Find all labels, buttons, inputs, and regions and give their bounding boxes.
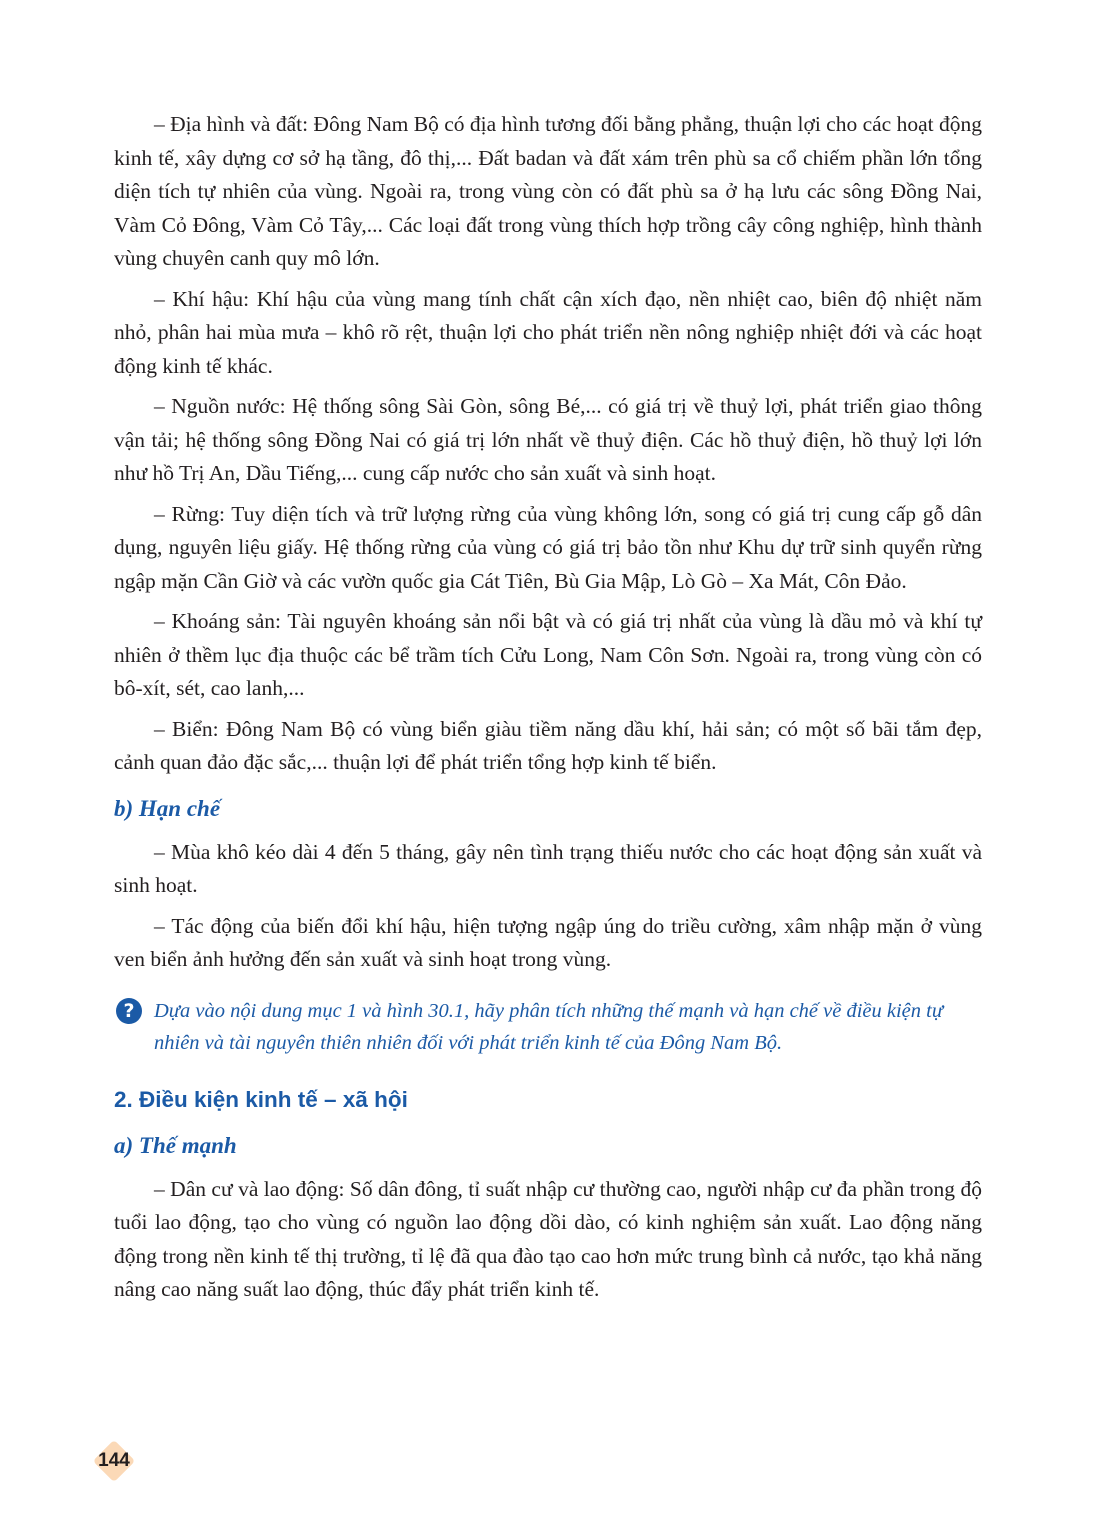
page-number-badge [93,1440,135,1482]
page-content [114,108,982,1314]
question-icon: ? [116,998,142,1024]
paragraph-dry-season: – Mùa khô kéo dài 4 đến 5 tháng, gây nên tình trạng thiếu nước cho các hoạt động sản xuất và sinh hoạt. [114,839,982,897]
question-box [114,995,982,1059]
paragraph-minerals: – Khoáng sản: Tài nguyên khoáng sản nổi bật và có giá trị nhất của vùng là dầu mỏ và khí tự nhiên ở thềm lục địa thuộc các bể trầm tích Cửu Long, Nam Côn Sơn. Ngoài ra, trong vùng còn có bô-xít, sét, cao lanh,... [114,609,982,700]
paragraph-forest: – Rừng: Tuy diện tích và trữ lượng rừng của vùng không lớn, song có giá trị cung cấp gỗ dân dụng, nguyên liệu giấy. Hệ thống rừng của vùng có giá trị bảo tồn như Khu dự trữ sinh quyển rừng ngập mặn Cần Giờ và các vườn quốc gia Cát Tiên, Bù Gia Mập, Lò Gò – Xa Mát, Côn Đảo. [114,501,982,593]
heading-limitations: b) Hạn chế [114,795,221,821]
paragraph-climate: – Khí hậu: Khí hậu của vùng mang tính chất cận xích đạo, nền nhiệt cao, biên độ nhiệt năm nhỏ, phân hai mùa mưa – khô rõ rệt, thuận lợi cho phát triển nền nông nghiệp nhiệt đới và các hoạt động kinh tế khác. [114,286,982,378]
paragraph-water: – Nguồn nước: Hệ thống sông Sài Gòn, sông Bé,... có giá trị về thuỷ lợi, phát triển giao thông vận tải; hệ thống sông Đồng Nai có giá trị lớn nhất về thuỷ điện. Các hồ thuỷ điện, hồ thuỷ lợi lớn như hồ Trị An, Dầu Tiếng,... cung cấp nước cho sản xuất và sinh hoạt. [114,394,982,485]
paragraph-population-labor: – Dân cư và lao động: Số dân đông, tỉ suất nhập cư thường cao, người nhập cư đa phần trong độ tuổi lao động, tạo cho vùng có nguồn lao động dồi dào, có kinh nghiệm sản xuất. Lao động năng động trong nền kinh tế thị trường, tỉ lệ đã qua đào tạo cao hơn mức trung bình cả nước, tạo khả năng nâng cao năng suất lao động, thúc đẩy phát triển kinh tế. [114,1176,982,1301]
section-title-socioeconomic: 2. Điều kiện kinh tế – xã hội [114,1086,408,1112]
paragraph-sea: – Biển: Đông Nam Bộ có vùng biển giàu tiềm năng dầu khí, hải sản; có một số bãi tắm đẹp, cảnh quan đảo đặc sắc,... thuận lợi để phát triển tổng hợp kinh tế biển. [114,716,982,774]
paragraph-climate-change: – Tác động của biến đổi khí hậu, hiện tượng ngập úng do triều cường, xâm nhập mặn ở vùng ven biển ảnh hưởng đến sản xuất và sinh hoạt trong vùng. [114,913,982,971]
question-text: Dựa vào nội dung mục 1 và hình 30.1, hãy phân tích những thế mạnh và hạn chế về điều kiện tự nhiên và tài nguyên thiên nhiên đối với phát triển kinh tế của Đông Nam Bộ. [154,999,944,1054]
paragraph-terrain-soil: – Địa hình và đất: Đông Nam Bộ có địa hình tương đối bằng phẳng, thuận lợi cho các hoạt động kinh tế, xây dựng cơ sở hạ tầng, đô thị,... Đất badan và đất xám trên phù sa cổ chiếm phần lớn tổng diện tích tự nhiên của vùng. Ngoài ra, trong vùng còn có đất phù sa ở hạ lưu các sông Đồng Nai, Vàm Cỏ Đông, Vàm Cỏ Tây,... Các loại đất trong vùng thích hợp trồng cây công nghiệp, hình thành vùng chuyên canh quy mô lớn. [114,112,982,270]
heading-strengths: a) Thế mạnh [114,1132,237,1158]
page-number: 144 [98,1450,130,1471]
